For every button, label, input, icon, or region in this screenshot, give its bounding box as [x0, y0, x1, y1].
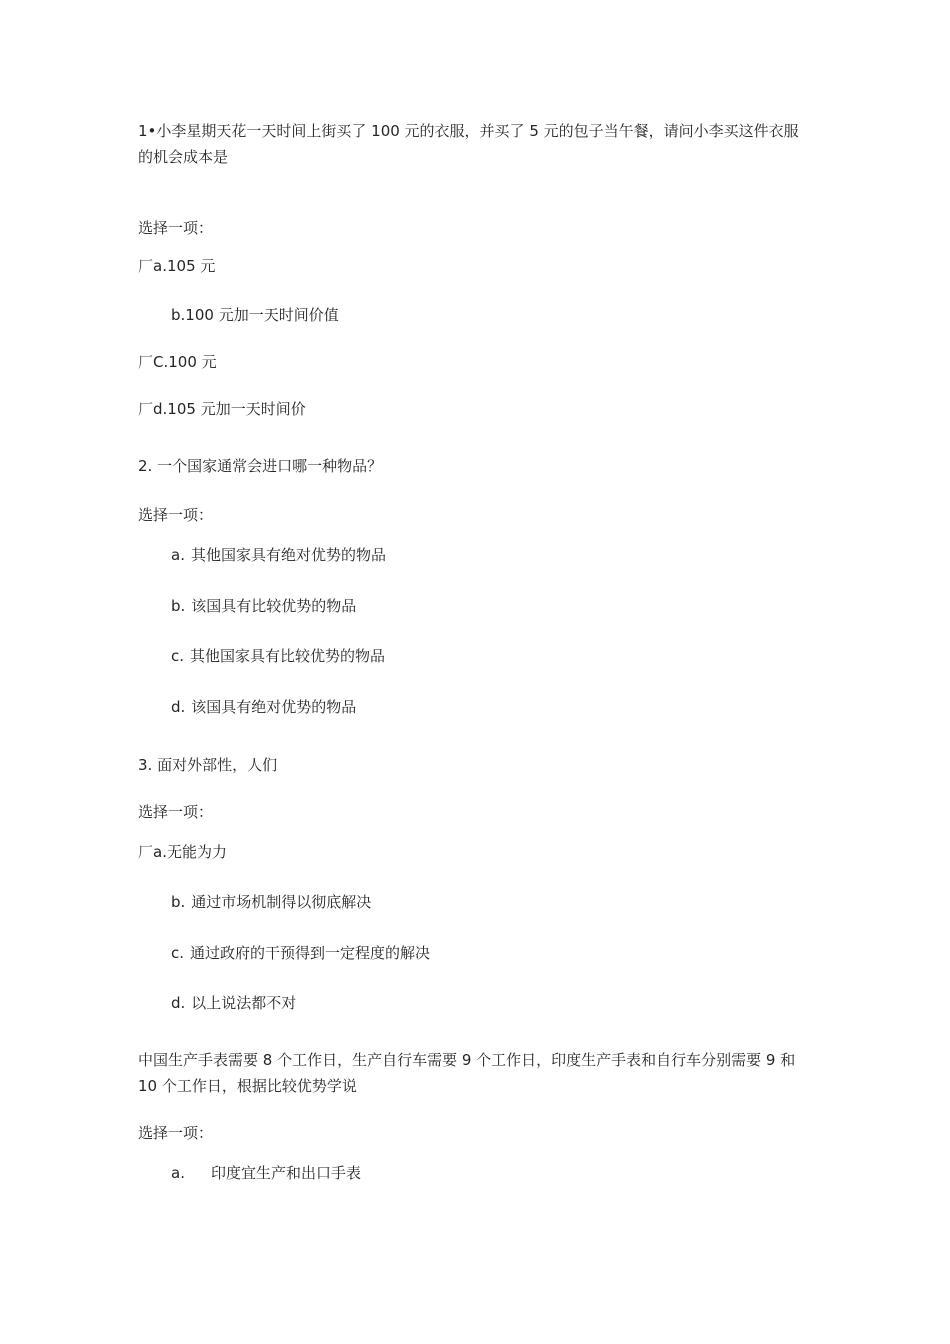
option-label: 印度宜生产和出口手表: [210, 1164, 361, 1182]
radio-mark-icon: 厂: [138, 353, 154, 371]
question-1-option-d[interactable]: [138, 396, 306, 422]
option-letter: c.: [171, 944, 185, 962]
question-4-prompt: 选择一项：: [138, 1124, 214, 1142]
option-label: 通过政府的干预得到一定程度的解决: [190, 944, 431, 962]
option-label: a.105 元: [153, 257, 216, 275]
option-letter: d.: [171, 994, 186, 1012]
option-letter: b.: [171, 893, 186, 911]
question-3-prompt: 选择一项：: [138, 803, 214, 821]
question-4-option-a[interactable]: [171, 1160, 361, 1186]
question-2-option-a[interactable]: [171, 542, 386, 568]
radio-mark-icon: 厂: [138, 843, 154, 861]
option-letter: c.: [171, 647, 185, 665]
question-4-stem: 中国生产手表需要 8 个工作日，生产自行车需要 9 个工作日，印度生产手表和自行车分别需要 9 和 10 个工作日，根据比较优势学说: [138, 1051, 796, 1095]
question-1-stem: 1•小李星期天花一天时间上街买了 100 元的衣服，并买了 5 元的包子当午餐，请问小李买这件衣服的机会成本是: [138, 122, 799, 166]
option-label: d.105 元加一天时间价: [153, 400, 306, 418]
question-2-prompt: 选择一项：: [138, 506, 214, 524]
question-1-option-b[interactable]: [171, 302, 339, 328]
option-label: b.100 元加一天时间价值: [171, 306, 339, 324]
option-label: C.100 元: [153, 353, 217, 371]
option-label: 通过市场机制得以彻底解决: [191, 893, 372, 911]
option-letter: b.: [171, 597, 186, 615]
option-label: 其他国家具有绝对优势的物品: [190, 546, 386, 564]
question-1-option-a[interactable]: [138, 253, 215, 279]
option-label: 该国具有比较优势的物品: [191, 597, 357, 615]
option-letter: a.: [171, 1164, 185, 1182]
radio-mark-icon: 厂: [138, 257, 154, 275]
question-2-option-d[interactable]: [171, 694, 356, 720]
option-letter: d.: [171, 698, 186, 716]
question-3-option-d[interactable]: [171, 990, 296, 1016]
question-2-option-c[interactable]: [171, 643, 385, 669]
question-2-option-b[interactable]: [171, 593, 356, 619]
question-3-stem: 3. 面对外部性，人们: [138, 756, 278, 774]
option-label: 其他国家具有比较优势的物品: [190, 647, 386, 665]
option-letter: a.: [171, 546, 185, 564]
question-3-option-a[interactable]: [138, 839, 227, 865]
question-1-option-c[interactable]: [138, 349, 217, 375]
question-2-stem: 2. 一个国家通常会进口哪一种物品？: [138, 457, 383, 475]
option-label: 以上说法都不对: [191, 994, 297, 1012]
question-1-prompt: 选择一项：: [138, 219, 214, 237]
question-3-option-c[interactable]: [171, 940, 430, 966]
question-3-option-b[interactable]: [171, 889, 371, 915]
option-label: 该国具有绝对优势的物品: [191, 698, 357, 716]
option-label: a.无能为力: [153, 843, 227, 861]
radio-mark-icon: 厂: [138, 400, 154, 418]
